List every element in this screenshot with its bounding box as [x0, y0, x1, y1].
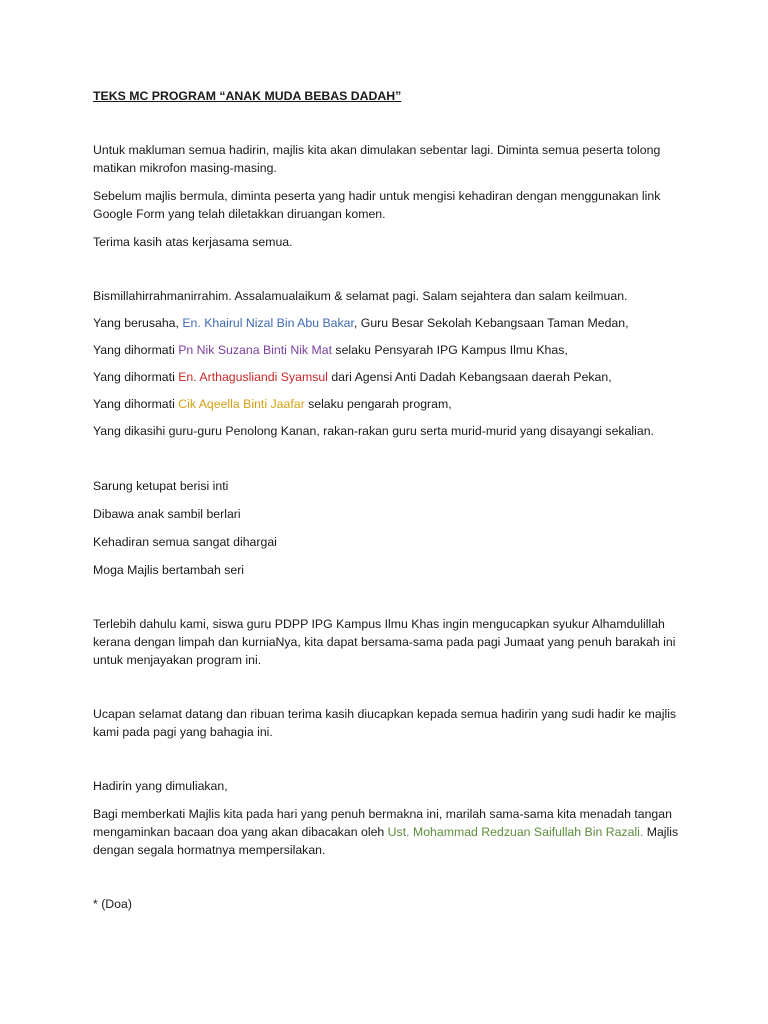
pantun-line: Moga Majlis bertambah seri [93, 563, 245, 577]
greeting-line [93, 314, 683, 332]
greeting-prefix: Yang berusaha, [93, 316, 183, 330]
paragraph-attendance: Sebelum majlis bermula, diminta peserta yang hadir untuk mengisi kehadiran dengan menggunakan link Google Form yang telah diletakkan diruangan komen. [93, 189, 661, 221]
greeting-suffix: selaku Pensyarah IPG Kampus Ilmu Khas, [332, 343, 568, 357]
greeting-suffix: selaku pengarah program, [304, 397, 452, 411]
guest-name: Cik Aqeella Binti Jaafar [178, 397, 305, 411]
paragraph-welcome: Ucapan selamat datang dan ribuan terima kasih diucapkan kepada semua hadirin yang sudi hadir ke majlis kami pada pagi yang bahagia ini. [93, 707, 677, 739]
document-page [93, 87, 683, 913]
paragraph-gratitude: Terlebih dahulu kami, siswa guru PDPP IPG Kampus Ilmu Khas ingin mengucapkan syukur Alhamdulillah kerana dengan limpah dan kurniaNya, kita dapat bersama-sama pada pagi Jumaat yang penuh barakah ini untuk menjayakan program ini. [93, 617, 676, 667]
guest-name: Pn Nik Suzana Binti Nik Mat [178, 343, 332, 357]
greeting-suffix: , Guru Besar Sekolah Kebangsaan Taman Medan, [353, 316, 629, 330]
paragraph-thanks: Terima kasih atas kerjasama semua. [93, 235, 293, 249]
pantun-line: Sarung ketupat berisi inti [93, 479, 229, 493]
pantun-line: Kehadiran semua sangat dihargai [93, 535, 277, 549]
greeting-prefix: Yang dihormati [93, 397, 179, 411]
prayer-prefix: Bagi memberkati Majlis kita pada hari yang penuh bermakna ini, marilah sama-sama kita menadah tangan mengaminkan bacaan doa yang akan dibacakan oleh [93, 807, 672, 839]
prayer-leader-name: Ust. Mohammad Redzuan Saifullah Bin Razali. [387, 825, 644, 839]
paragraph-intro: Untuk makluman semua hadirin, majlis kita akan dimulakan sebentar lagi. Diminta semua peserta tolong matikan mikrofon masing-masing. [93, 143, 661, 175]
greeting-prefix: Yang dihormati [93, 343, 179, 357]
greeting-prefix: Yang dihormati [93, 370, 179, 384]
greeting-line [93, 368, 683, 386]
prayer-suffix: Majlis dengan segala hormatnya mempersilakan. [93, 825, 679, 857]
document-title: TEKS MC PROGRAM “ANAK MUDA BEBAS DADAH” [93, 89, 402, 103]
greeting-suffix: dari Agensi Anti Dadah Kebangsaan daerah Pekan, [327, 370, 612, 384]
paragraph-doa: * (Doa) [93, 897, 132, 911]
greeting-line: Yang dikasihi guru-guru Penolong Kanan, rakan-rakan guru serta murid-murid yang disayangi sekalian. [93, 424, 654, 438]
pantun-line: Dibawa anak sambil berlari [93, 507, 241, 521]
paragraph-address: Hadirin yang dimuliakan, [93, 779, 228, 793]
guest-name: En. Khairul Nizal Bin Abu Bakar [182, 316, 354, 330]
guest-name: En. Arthagusliandi Syamsul [178, 370, 328, 384]
greeting-line [93, 341, 683, 359]
paragraph-opening: Bismillahirrahmanirrahim. Assalamualaikum & selamat pagi. Salam sejahtera dan salam keilmuan. [93, 289, 628, 303]
greeting-line [93, 395, 683, 413]
paragraph-prayer [93, 805, 683, 859]
